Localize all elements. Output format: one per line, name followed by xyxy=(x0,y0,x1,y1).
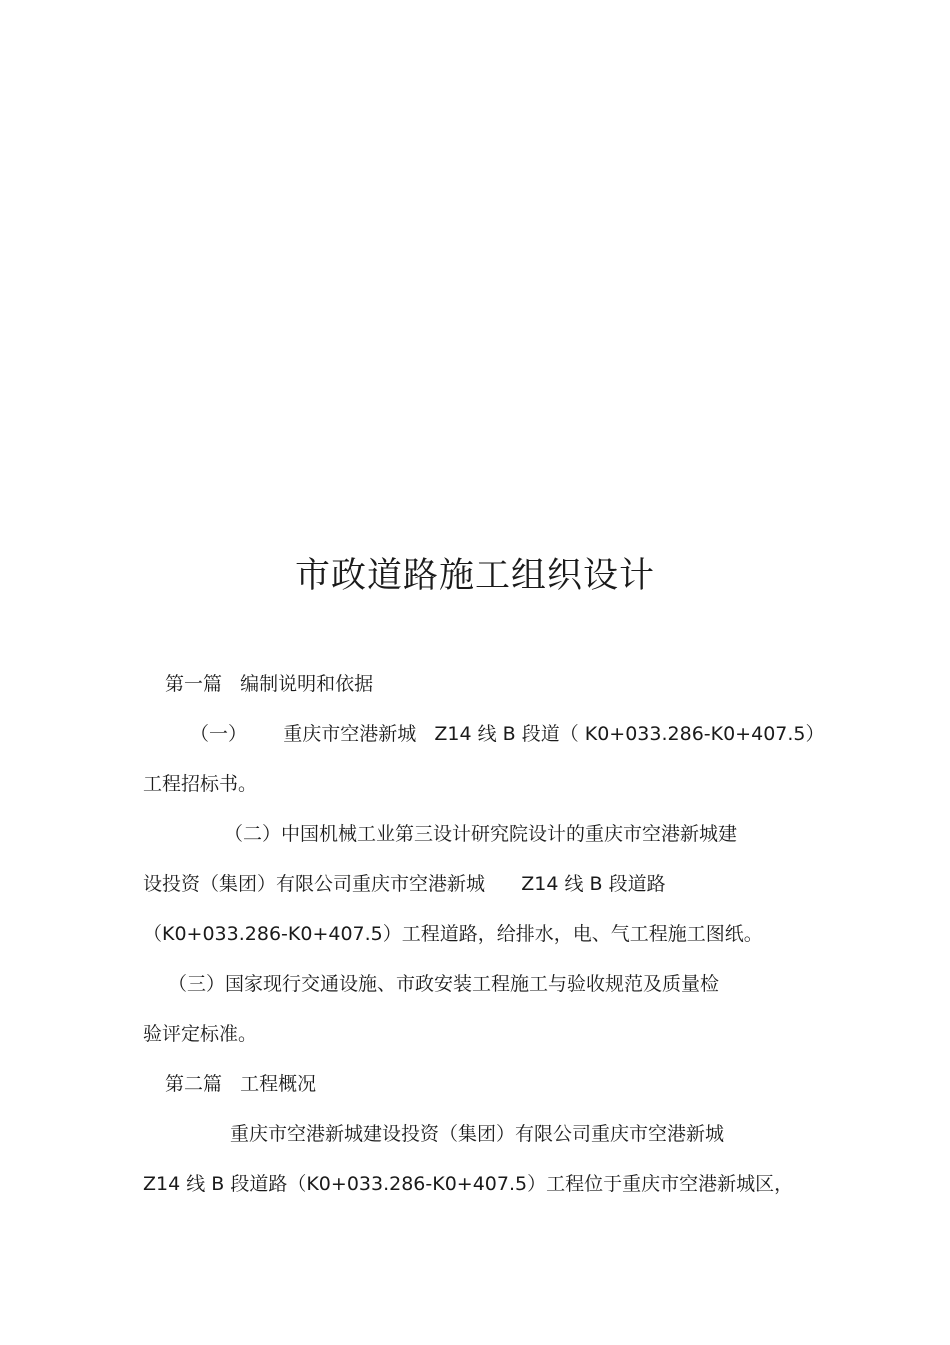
text-line: 工程招标书。 xyxy=(143,773,258,795)
text-line: （三）国家现行交通设施、市政安装工程施工与验收规范及质量检 xyxy=(168,973,720,995)
section-heading-2: 第二篇 工程概况 xyxy=(165,1073,317,1095)
text-line: Z14 线 B 段道路（K0+033.286-K0+407.5）工程位于重庆市空港新城区， xyxy=(143,1173,794,1195)
text-line: 设投资（集团）有限公司重庆市空港新城 Z14 线 B 段道路 xyxy=(143,873,666,895)
section-heading-1: 第一篇 编制说明和依据 xyxy=(165,673,374,695)
text-line: （二）中国机械工业第三设计研究院设计的重庆市空港新城建 xyxy=(224,823,738,845)
text-line: 重庆市空港新城建设投资（集团）有限公司重庆市空港新城 xyxy=(230,1123,725,1145)
document-title: 市政道路施工组织设计 xyxy=(294,556,655,596)
text-line: （K0+033.286-K0+407.5）工程道路，给排水，电、气工程施工图纸。 xyxy=(143,923,763,945)
text-line: 验评定标准。 xyxy=(143,1023,258,1045)
text-line: （一） 重庆市空港新城 Z14 线 B 段道（ K0+033.286-K0+407.5） xyxy=(190,723,825,745)
